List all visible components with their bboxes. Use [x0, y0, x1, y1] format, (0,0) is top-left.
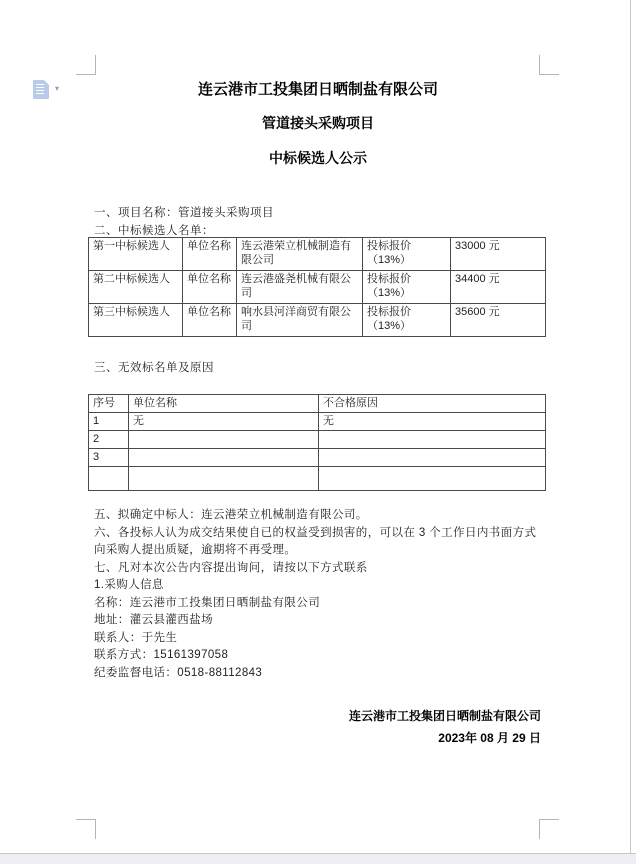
section-2-candidate-list-heading: 二、中标候选人名单： [94, 225, 214, 237]
column-header-seq: 序号 [89, 395, 129, 413]
table-row [89, 271, 546, 304]
candidates-table [88, 237, 546, 337]
section-1-project-name: 一、项目名称：管道接头采购项目 [94, 207, 274, 219]
table-header-row [89, 395, 546, 413]
bid-price: 33000 元 [451, 238, 546, 271]
document-title-company: 连云港市工投集团日晒制盐有限公司 [197, 81, 438, 98]
body-text-block [94, 507, 544, 682]
page-right-edge [630, 0, 631, 854]
purchaser-info-heading: 1.采购人信息 [94, 579, 164, 591]
reason-cell [319, 467, 546, 491]
margin-mark-bottom-right [539, 819, 559, 839]
company-name: 响水县河洋商贸有限公司 [237, 304, 363, 337]
section-5-winner: 五、拟确定中标人：连云港荣立机械制造有限公司。 [94, 509, 368, 521]
section-6-objection: 六、各投标人认为成交结果使自已的权益受到损害的，可以在 3 个工作日内书面方式向采购人提出质疑，逾期将不再受理。 [94, 526, 537, 556]
bid-price-label: 投标报价（13%） [363, 304, 451, 337]
seq-cell: 2 [89, 431, 129, 449]
company-name: 连云港盛尧机械有限公司 [237, 271, 363, 304]
candidate-rank: 第二中标候选人 [89, 271, 183, 304]
signature-date: 2023年 08 月 29 日 [438, 731, 541, 745]
candidate-rank: 第一中标候选人 [89, 238, 183, 271]
company-name-label: 单位名称 [183, 304, 237, 337]
invalid-bids-table [88, 394, 546, 491]
company-name: 连云港荣立机械制造有限公司 [237, 238, 363, 271]
table-row [89, 413, 546, 431]
company-name-label: 单位名称 [183, 238, 237, 271]
column-header-reason: 不合格原因 [319, 395, 546, 413]
bid-price: 35600 元 [451, 304, 546, 337]
purchaser-phone: 联系方式：15161397058 [94, 649, 229, 661]
document-title-project: 管道接头采购项目 [262, 115, 374, 131]
app-background-strip [0, 854, 636, 864]
chevron-down-icon[interactable]: ▾ [55, 84, 60, 93]
table-row [89, 304, 546, 337]
reason-cell [319, 449, 546, 467]
company-cell [129, 431, 319, 449]
purchaser-name: 名称：连云港市工投集团日晒制盐有限公司 [94, 596, 321, 609]
table-row [89, 238, 546, 271]
candidate-rank: 第三中标候选人 [89, 304, 183, 337]
reason-cell: 无 [319, 413, 546, 431]
purchaser-address: 地址：灌云县灌西盐场 [94, 614, 213, 626]
company-cell [129, 449, 319, 467]
signature-company: 连云港市工投集团日晒制盐有限公司 [348, 709, 541, 723]
purchaser-contact-person: 联系人：于先生 [94, 631, 178, 644]
column-header-company: 单位名称 [129, 395, 319, 413]
seq-cell: 1 [89, 413, 129, 431]
company-cell [129, 467, 319, 491]
reason-cell [319, 431, 546, 449]
supervision-phone: 纪委监督电话：0518-88112843 [94, 666, 263, 679]
seq-cell: 3 [89, 449, 129, 467]
paste-options-button[interactable] [33, 80, 67, 102]
table-row [89, 431, 546, 449]
table-row [89, 467, 546, 491]
paste-options-icon [33, 80, 49, 99]
bid-price-label: 投标报价（13%） [363, 238, 451, 271]
margin-mark-bottom-left [76, 819, 96, 839]
table-row [89, 449, 546, 467]
bid-price-label: 投标报价（13%） [363, 271, 451, 304]
section-7-contact: 七、凡对本次公告内容提出询问，请按以下方式联系 [94, 561, 368, 574]
section-3-invalid-bids-heading: 三、无效标名单及原因 [94, 362, 214, 374]
seq-cell [89, 467, 129, 491]
document-title-announcement: 中标候选人公示 [269, 150, 367, 166]
company-cell: 无 [129, 413, 319, 431]
bid-price: 34400 元 [451, 271, 546, 304]
margin-mark-top-left [76, 55, 96, 75]
company-name-label: 单位名称 [183, 271, 237, 304]
margin-mark-top-right [539, 55, 559, 75]
